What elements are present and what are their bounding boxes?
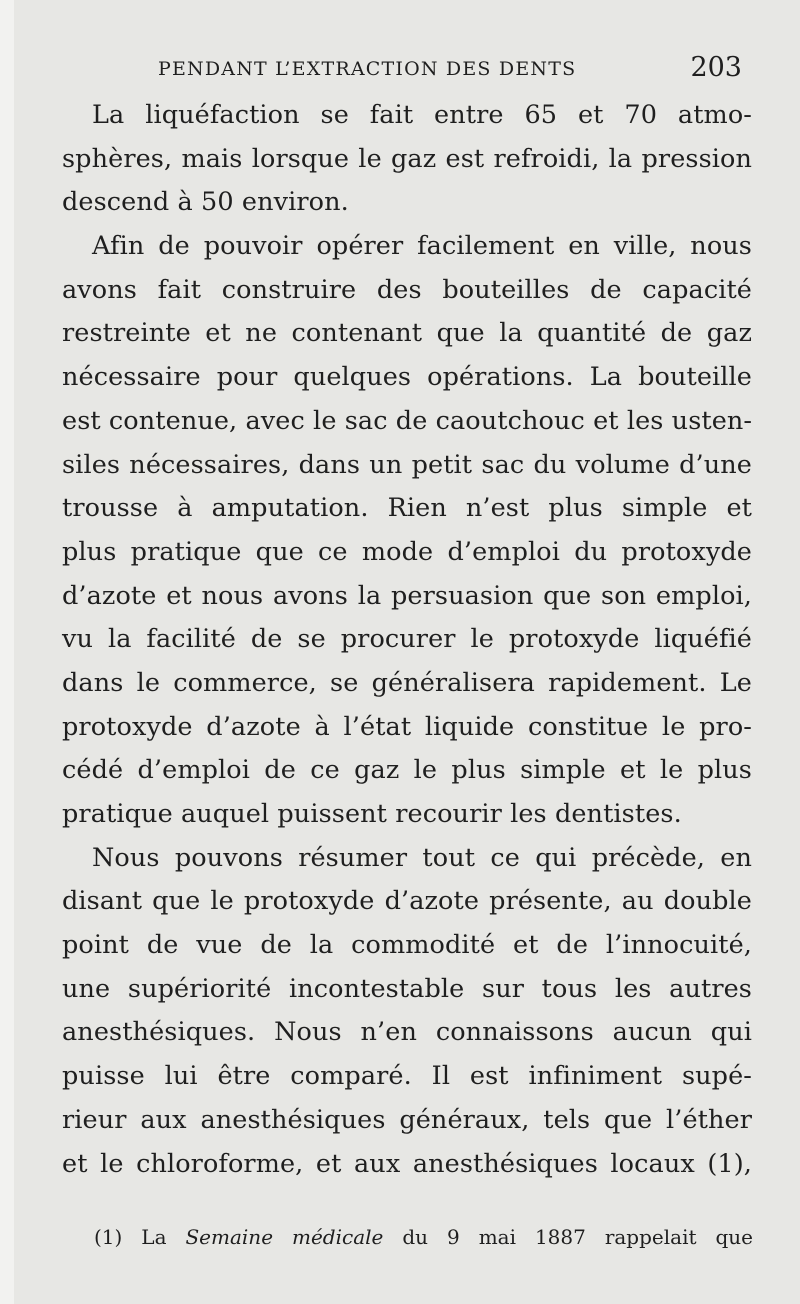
text-line: restreinte et ne contenant que la quantité de gaz: [62, 318, 752, 349]
body-text: [62, 94, 752, 1186]
text-line: et le chloroforme, et aux anesthésiques locaux (1),: [62, 1148, 752, 1179]
text-line: La liquéfaction se fait entre 65 et 70 atmo-: [92, 100, 752, 130]
text-line: pratique auquel puissent recourir les dentistes.: [62, 799, 682, 829]
page-number: 203: [690, 52, 742, 83]
text-line: une supériorité incontestable sur tous les autres: [62, 973, 752, 1004]
text-line: sphères, mais lorsque le gaz est refroidi, la pression: [62, 143, 752, 174]
text-line: trousse à amputation. Rien n’est plus simple et: [62, 493, 752, 524]
footnote-prefix: (1) La: [94, 1225, 186, 1249]
running-title: PENDANT L’EXTRACTION DES DENTS: [158, 58, 577, 80]
text-line: descend à 50 environ.: [62, 187, 349, 218]
text-line: Nous pouvons résumer tout ce qui précède, en: [92, 842, 752, 873]
text-line: avons fait construire des bouteilles de capacité: [62, 274, 752, 305]
footnote-journal-title: Semaine médicale: [185, 1225, 384, 1249]
footnote-suffix: du 9 mai 1887 rappelait que: [383, 1225, 753, 1249]
text-line: puisse lui être comparé. Il est infiniment supé-: [62, 1061, 752, 1092]
page-edge: [0, 0, 14, 1304]
text-line: plus pratique que ce mode d’emploi du protoxyde: [62, 536, 752, 567]
text-line: siles nécessaires, dans un petit sac du volume d’une: [62, 449, 752, 480]
text-line: point de vue de la commodité et de l’innocuité,: [62, 930, 752, 961]
text-line: cédé d’emploi de ce gaz le plus simple et le plus: [62, 755, 752, 786]
text-line: rieur aux anesthésiques généraux, tels que l’éther: [62, 1104, 752, 1135]
text-line: protoxyde d’azote à l’état liquide constitue le pro-: [62, 711, 752, 742]
text-line: disant que le protoxyde d’azote présente, au double: [62, 886, 752, 917]
text-line: d’azote et nous avons la persuasion que son emploi,: [62, 580, 752, 611]
text-line: est contenue, avec le sac de caoutchouc et les usten-: [62, 405, 753, 436]
footnote: [94, 1219, 753, 1255]
page-header: [158, 52, 742, 86]
text-line: nécessaire pour quelques opérations. La bouteille: [62, 362, 752, 393]
text-line: dans le commerce, se généralisera rapidement. Le: [62, 667, 752, 698]
text-line: vu la facilité de se procurer le protoxyde liquéfié: [62, 624, 752, 655]
text-line: anesthésiques. Nous n’en connaissons aucun qui: [62, 1017, 752, 1048]
text-line: Afin de pouvoir opérer facilement en ville, nous: [92, 231, 752, 262]
